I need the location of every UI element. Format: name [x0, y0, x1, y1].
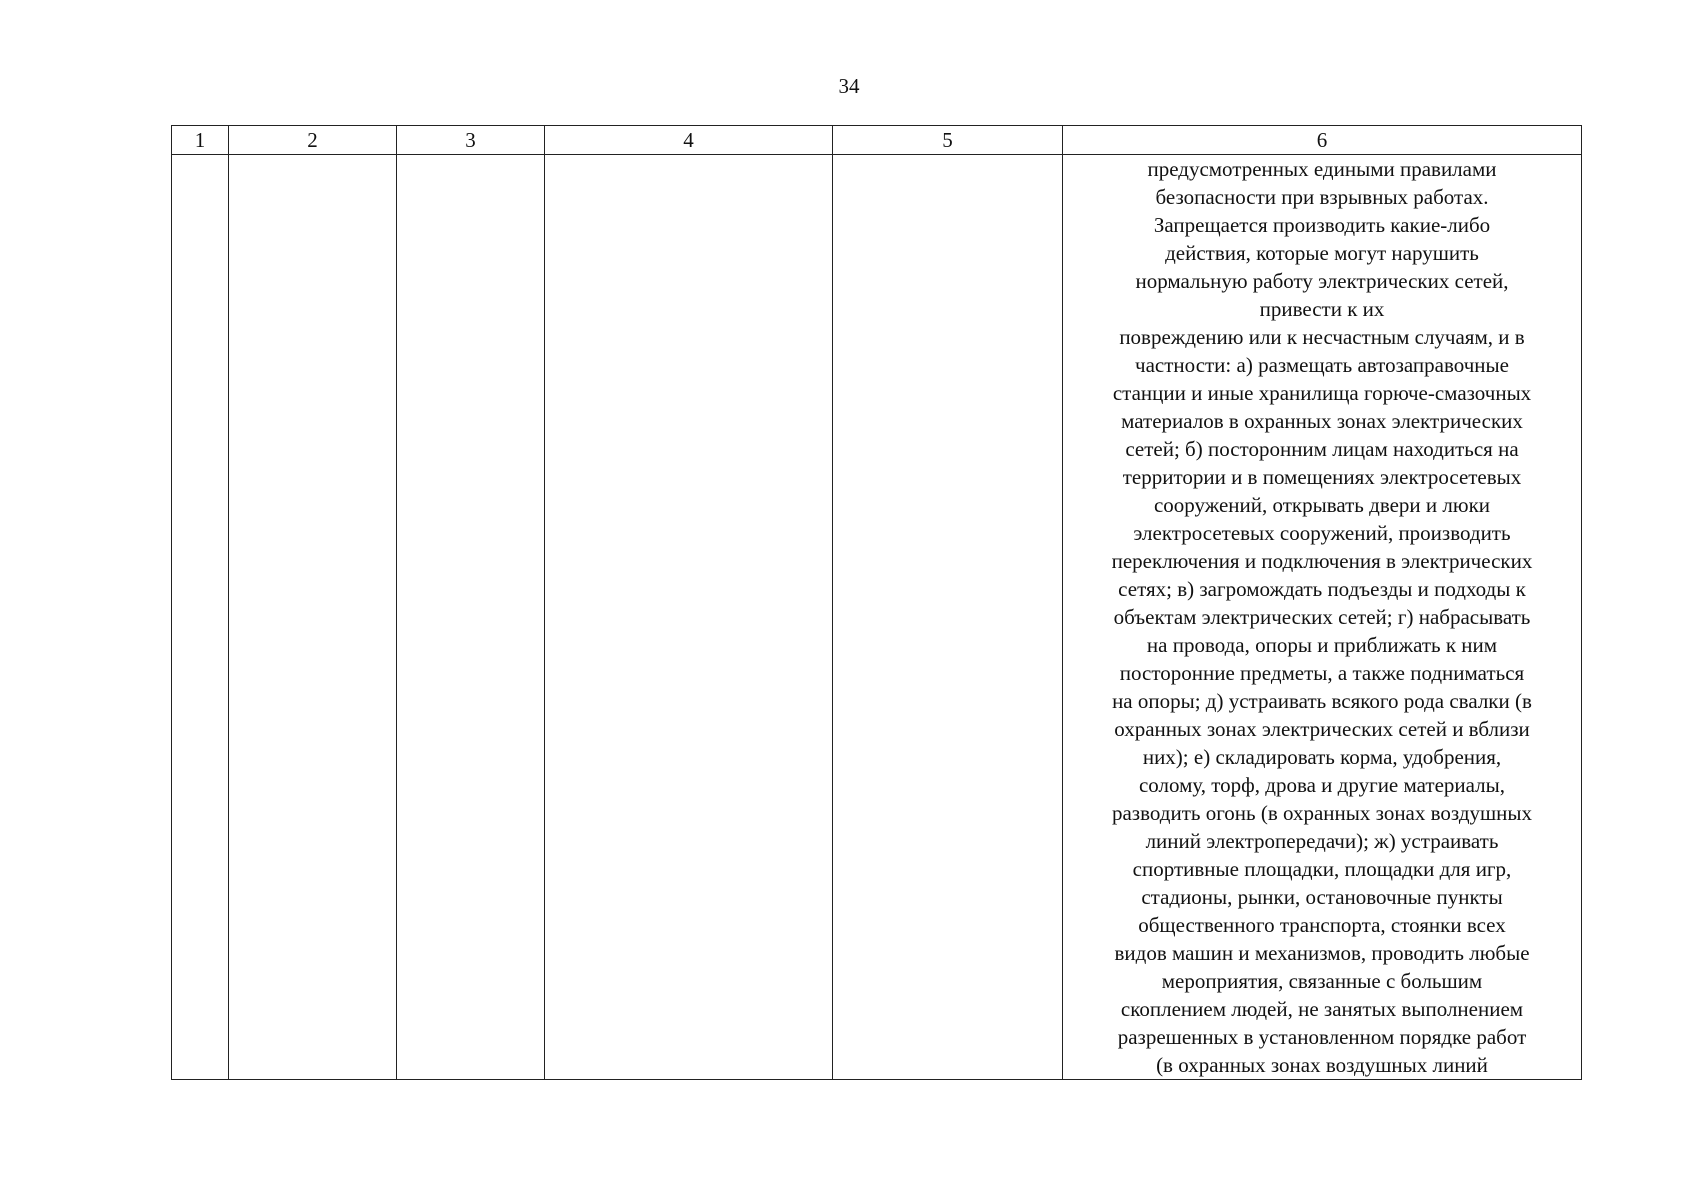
text-line: Запрещается производить какие-либо — [1153, 213, 1491, 237]
table-header-row — [172, 126, 1582, 155]
text-line: привести к их — [1259, 297, 1385, 321]
prohibitions-text — [1063, 155, 1581, 1079]
text-line: мероприятия, связанные с большим — [1161, 969, 1483, 993]
column-header-2: 2 — [229, 126, 397, 155]
text-line: разрешенных в установленном порядке работ — [1117, 1025, 1527, 1049]
text-line: охранных зонах электрических сетей и вблизи — [1114, 717, 1530, 741]
text-line: видов машин и механизмов, проводить любые — [1114, 941, 1530, 965]
text-line: станции и иные хранилища горюче-смазочных — [1112, 381, 1532, 405]
text-line: действия, которые могут нарушить — [1165, 241, 1479, 265]
text-line: электросетевых сооружений, производить — [1133, 521, 1511, 545]
cell-col-5 — [833, 155, 1063, 1080]
text-line: переключения и подключения в электрических — [1111, 549, 1533, 573]
table-row — [172, 155, 1582, 1080]
text-line: (в охранных зонах воздушных линий — [1156, 1053, 1488, 1077]
column-header-5: 5 — [833, 126, 1063, 155]
text-line: общественного транспорта, стоянки всех — [1138, 913, 1506, 937]
cell-col-1 — [172, 155, 229, 1080]
text-line: посторонние предметы, а также подниматься — [1119, 661, 1525, 685]
text-line: частности: а) размещать автозаправочные — [1135, 353, 1509, 377]
column-header-6: 6 — [1063, 126, 1582, 155]
column-header-1: 1 — [172, 126, 229, 155]
text-line: сетей; б) посторонним лицам находиться на — [1125, 437, 1519, 461]
text-line: сооружений, открывать двери и люки — [1153, 493, 1491, 517]
text-line: повреждению или к несчастным случаям, и в — [1119, 325, 1525, 349]
cell-col-3 — [397, 155, 545, 1080]
text-line: спортивные площадки, площадки для игр, — [1132, 857, 1512, 881]
text-line: нормальную работу электрических сетей, — [1135, 269, 1509, 293]
text-line: них); е) складировать корма, удобрения, — [1142, 745, 1502, 769]
text-line: разводить огонь (в охранных зонах воздушных — [1111, 801, 1533, 825]
page-number: 34 — [838, 74, 860, 98]
column-header-3: 3 — [397, 126, 545, 155]
text-line: объектам электрических сетей; г) набрасывать — [1113, 605, 1531, 629]
cell-col-6 — [1063, 155, 1582, 1080]
text-line: солому, торф, дрова и другие материалы, — [1138, 773, 1506, 797]
text-line: скоплением людей, не занятых выполнением — [1120, 997, 1524, 1021]
text-line: стадионы, рынки, остановочные пункты — [1141, 885, 1503, 909]
column-header-4: 4 — [545, 126, 833, 155]
text-line: сетях; в) загромождать подъезды и подходы к — [1118, 577, 1526, 601]
cell-col-2 — [229, 155, 397, 1080]
text-line: на опоры; д) устраивать всякого рода свалки (в — [1112, 689, 1532, 713]
text-line: материалов в охранных зонах электрических — [1121, 409, 1523, 433]
document-table — [171, 125, 1582, 1080]
text-line: безопасности при взрывных работах. — [1155, 185, 1489, 209]
text-line: на провода, опоры и приближать к ним — [1146, 633, 1498, 657]
text-line: территории и в помещениях электросетевых — [1122, 465, 1522, 489]
text-line: линий электропередачи); ж) устраивать — [1145, 829, 1499, 853]
text-line: предусмотренных едиными правилами — [1147, 157, 1497, 181]
cell-col-4 — [545, 155, 833, 1080]
